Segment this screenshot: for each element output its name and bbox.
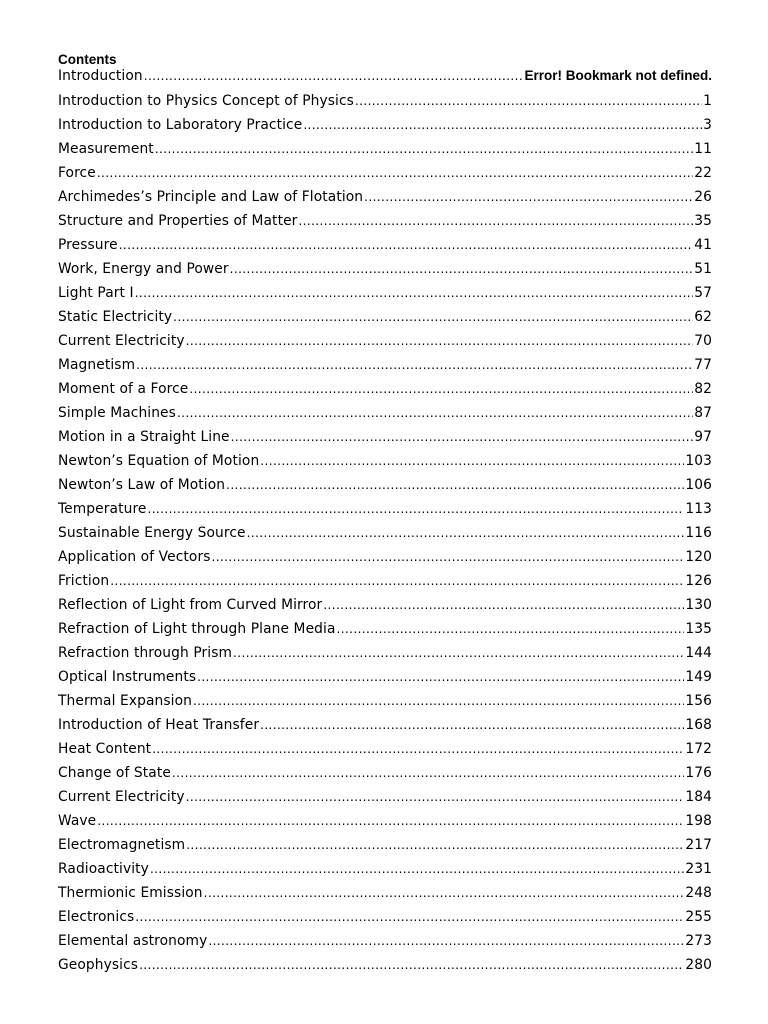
toc-page-number: 70 xyxy=(694,333,712,349)
toc-page-number: 184 xyxy=(685,789,712,805)
toc-entry[interactable] xyxy=(58,237,712,261)
toc-error-message: Error! Bookmark not defined. xyxy=(524,68,712,83)
toc-page-number: 62 xyxy=(694,309,712,325)
toc-dot-leader xyxy=(260,453,684,470)
toc-entry[interactable] xyxy=(58,357,712,381)
toc-dot-leader xyxy=(364,189,693,206)
toc-entry[interactable] xyxy=(58,741,712,765)
toc-heading: Contents xyxy=(58,52,117,67)
toc-entry-title: Measurement xyxy=(58,141,154,157)
toc-dot-leader xyxy=(230,261,694,278)
toc-page-number: 77 xyxy=(694,357,712,373)
toc-dot-leader xyxy=(212,549,685,566)
toc-dot-leader xyxy=(173,309,693,326)
toc-dot-leader xyxy=(337,621,685,638)
toc-dot-leader xyxy=(226,477,684,494)
toc-page-number: 106 xyxy=(685,477,712,493)
toc-page-number: 231 xyxy=(685,861,712,877)
toc-dot-leader xyxy=(231,429,694,446)
toc-entry-title: Static Electricity xyxy=(58,309,173,325)
toc-entry[interactable] xyxy=(58,669,712,693)
toc-entry[interactable] xyxy=(58,309,712,333)
toc-entry[interactable] xyxy=(58,933,712,957)
toc-entry-title: Light Part I xyxy=(58,285,134,301)
toc-entry-title: Application of Vectors xyxy=(58,549,211,565)
toc-dot-leader xyxy=(97,813,684,830)
toc-entry[interactable] xyxy=(58,549,712,573)
toc-entry-title: Current Electricity xyxy=(58,789,185,805)
toc-entry[interactable] xyxy=(58,501,712,525)
toc-dot-leader xyxy=(298,213,693,230)
toc-page-number: 255 xyxy=(685,909,712,925)
toc-entry-title: Sustainable Energy Source xyxy=(58,525,246,541)
toc-page-number: 87 xyxy=(694,405,712,421)
toc-entry[interactable] xyxy=(58,117,712,141)
toc-dot-leader xyxy=(177,405,693,422)
toc-dot-leader xyxy=(355,93,702,110)
toc-page-number: 135 xyxy=(685,621,712,637)
toc-dot-leader xyxy=(197,669,684,686)
toc-entry-title: Geophysics xyxy=(58,957,139,973)
toc-entry[interactable] xyxy=(58,285,712,309)
toc-entry-title: Friction xyxy=(58,573,110,589)
toc-dot-leader xyxy=(186,333,694,350)
toc-entry[interactable] xyxy=(58,93,712,117)
toc-dot-leader xyxy=(204,885,685,902)
toc-entry[interactable] xyxy=(58,67,712,93)
toc-entry[interactable] xyxy=(58,477,712,501)
toc-entry-title: Force xyxy=(58,165,96,181)
toc-entry-title: Introduction to Laboratory Practice xyxy=(58,117,303,133)
toc-dot-leader xyxy=(144,68,524,85)
toc-entry[interactable] xyxy=(58,837,712,861)
toc-entry-title: Archimedes’s Principle and Law of Flotation xyxy=(58,189,364,205)
toc-dot-leader xyxy=(208,933,684,950)
toc-entry-title: Elemental astronomy xyxy=(58,933,208,949)
toc-page-number: 3 xyxy=(703,117,712,133)
toc-entry[interactable] xyxy=(58,573,712,597)
toc-entry[interactable] xyxy=(58,885,712,909)
toc-entry[interactable] xyxy=(58,813,712,837)
toc-page-number: 41 xyxy=(694,237,712,253)
toc-page-number: 11 xyxy=(694,141,712,157)
toc-dot-leader xyxy=(260,717,684,734)
toc-entry[interactable] xyxy=(58,765,712,789)
toc-dot-leader xyxy=(135,909,684,926)
toc-entry-title: Refraction through Prism xyxy=(58,645,233,661)
toc-dot-leader xyxy=(189,381,693,398)
toc-entry[interactable] xyxy=(58,429,712,453)
toc-entry-title: Motion in a Straight Line xyxy=(58,429,230,445)
toc-list xyxy=(58,67,712,981)
toc-page-number: 116 xyxy=(685,525,712,541)
toc-page-number: 35 xyxy=(694,213,712,229)
toc-dot-leader xyxy=(233,645,684,662)
toc-page-number: 82 xyxy=(694,381,712,397)
toc-page-number: 1 xyxy=(703,93,712,109)
toc-page-number: 176 xyxy=(685,765,712,781)
toc-entry[interactable] xyxy=(58,189,712,213)
toc-entry[interactable] xyxy=(58,141,712,165)
toc-entry-title: Magnetism xyxy=(58,357,136,373)
toc-entry[interactable] xyxy=(58,525,712,549)
toc-page-number: 273 xyxy=(685,933,712,949)
toc-page-number: 130 xyxy=(685,597,712,613)
toc-entry-title: Simple Machines xyxy=(58,405,176,421)
toc-entry-title: Introduction xyxy=(58,68,143,84)
toc-dot-leader xyxy=(148,501,685,518)
toc-entry[interactable] xyxy=(58,693,712,717)
toc-entry[interactable] xyxy=(58,333,712,357)
toc-entry-title: Change of State xyxy=(58,765,171,781)
toc-page-number: 149 xyxy=(685,669,712,685)
toc-page-number: 168 xyxy=(685,717,712,733)
toc-page-number: 156 xyxy=(685,693,712,709)
toc-entry-title: Electromagnetism xyxy=(58,837,186,853)
toc-dot-leader xyxy=(303,117,702,134)
toc-page-number: 198 xyxy=(685,813,712,829)
toc-entry-title: Work, Energy and Power xyxy=(58,261,229,277)
toc-page-number: 103 xyxy=(685,453,712,469)
toc-entry[interactable] xyxy=(58,789,712,813)
toc-entry-title: Introduction of Heat Transfer xyxy=(58,717,260,733)
toc-entry[interactable] xyxy=(58,909,712,933)
toc-entry-title: Electronics xyxy=(58,909,135,925)
toc-page-number: 113 xyxy=(685,501,712,517)
toc-entry-title: Radioactivity xyxy=(58,861,149,877)
toc-entry[interactable] xyxy=(58,165,712,189)
toc-page-number: 172 xyxy=(685,741,712,757)
toc-entry-title: Heat Content xyxy=(58,741,152,757)
toc-entry-title: Thermal Expansion xyxy=(58,693,192,709)
toc-page-number: 97 xyxy=(694,429,712,445)
toc-entry-title: Moment of a Force xyxy=(58,381,189,397)
toc-entry[interactable] xyxy=(58,381,712,405)
toc-dot-leader xyxy=(152,741,684,758)
toc-entry-title: Wave xyxy=(58,813,97,829)
toc-dot-leader xyxy=(135,285,694,302)
toc-page-number: 22 xyxy=(694,165,712,181)
toc-entry[interactable] xyxy=(58,213,712,237)
toc-entry-title: Structure and Properties of Matter xyxy=(58,213,298,229)
toc-entry-title: Reflection of Light from Curved Mirror xyxy=(58,597,323,613)
toc-entry-title: Introduction to Physics Concept of Physics xyxy=(58,93,354,109)
toc-entry[interactable] xyxy=(58,621,712,645)
toc-dot-leader xyxy=(155,141,693,158)
toc-page-number: 217 xyxy=(685,837,712,853)
toc-entry-title: Current Electricity xyxy=(58,333,185,349)
toc-dot-leader xyxy=(110,573,684,590)
toc-entry[interactable] xyxy=(58,717,712,741)
toc-page-number: 280 xyxy=(685,957,712,973)
toc-entry-title: Refraction of Light through Plane Media xyxy=(58,621,336,637)
toc-dot-leader xyxy=(172,765,684,782)
toc-entry[interactable] xyxy=(58,861,712,885)
toc-entry-title: Newton’s Law of Motion xyxy=(58,477,226,493)
toc-dot-leader xyxy=(186,837,684,854)
toc-dot-leader xyxy=(323,597,684,614)
toc-entry-title: Pressure xyxy=(58,237,118,253)
toc-page-number: 248 xyxy=(685,885,712,901)
toc-dot-leader xyxy=(247,525,685,542)
toc-entry[interactable] xyxy=(58,597,712,621)
document-page xyxy=(58,52,712,981)
toc-entry-title: Newton’s Equation of Motion xyxy=(58,453,260,469)
toc-dot-leader xyxy=(119,237,694,254)
toc-dot-leader xyxy=(97,165,693,182)
toc-entry-title: Optical Instruments xyxy=(58,669,197,685)
toc-dot-leader xyxy=(186,789,685,806)
toc-dot-leader xyxy=(139,957,684,974)
toc-page-number: 26 xyxy=(694,189,712,205)
toc-entry-title: Thermionic Emission xyxy=(58,885,203,901)
toc-page-number: 120 xyxy=(685,549,712,565)
toc-entry[interactable] xyxy=(58,453,712,477)
toc-page-number: 57 xyxy=(694,285,712,301)
toc-dot-leader xyxy=(136,357,693,374)
toc-entry[interactable] xyxy=(58,405,712,429)
toc-entry-title: Temperature xyxy=(58,501,147,517)
toc-entry[interactable] xyxy=(58,645,712,669)
toc-dot-leader xyxy=(193,693,684,710)
toc-page-number: 144 xyxy=(685,645,712,661)
toc-entry[interactable] xyxy=(58,957,712,981)
toc-page-number: 51 xyxy=(694,261,712,277)
toc-dot-leader xyxy=(150,861,684,878)
toc-page-number: 126 xyxy=(685,573,712,589)
toc-entry[interactable] xyxy=(58,261,712,285)
